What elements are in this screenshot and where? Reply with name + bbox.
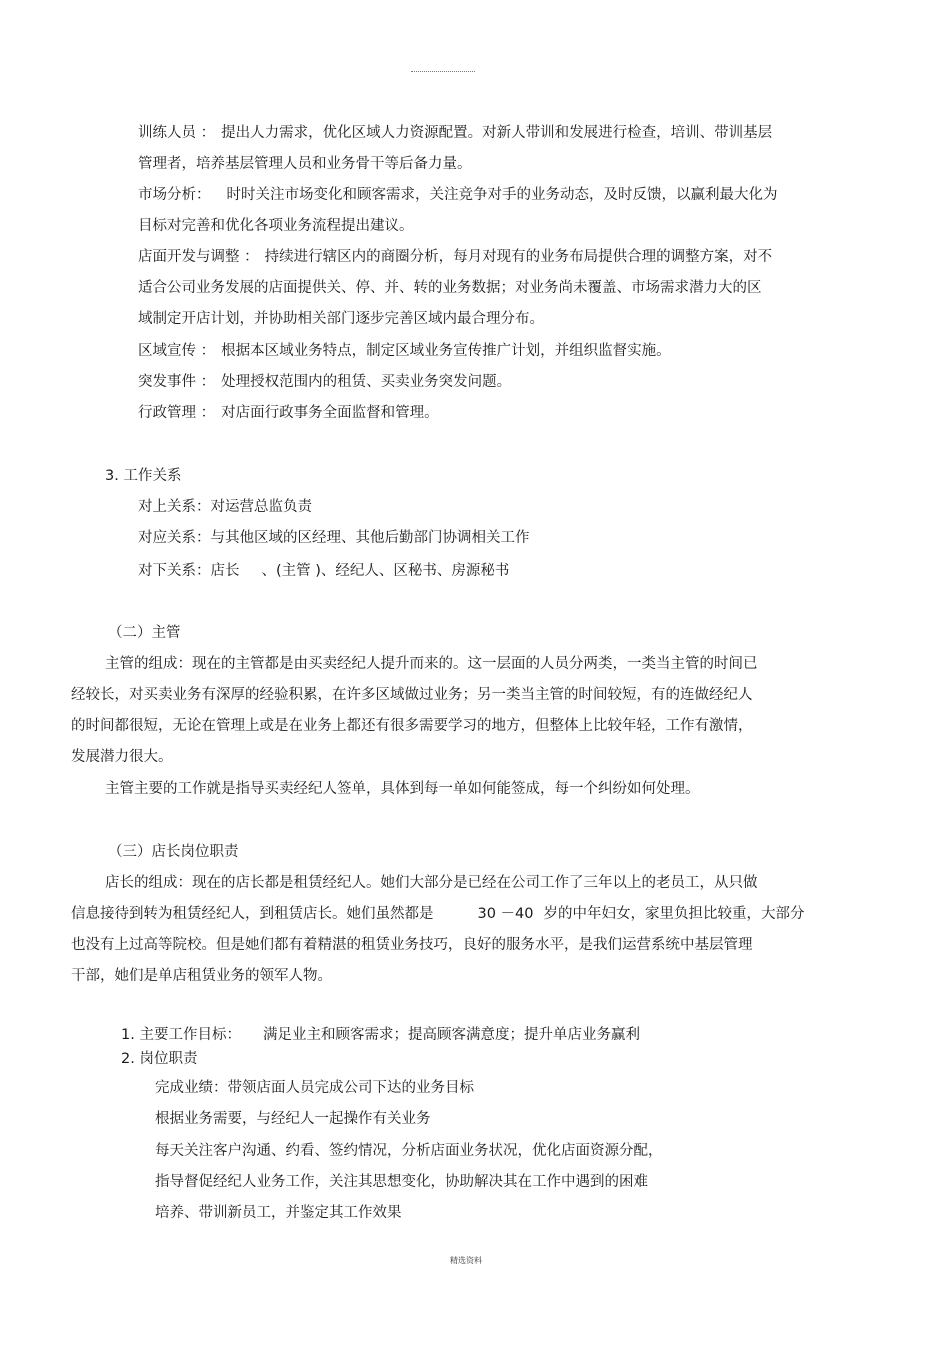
promo-label: 区域宣传 ： <box>138 343 216 359</box>
store-dev-line-2: 适合公司业务发展的店面提供关、停、并、转的业务数据；对业务尚未覆盖、市场需求潜力大的区 <box>138 280 762 296</box>
store-manager-heading: （三）店长岗位职责 <box>108 844 239 860</box>
relations-heading: 3. 工作关系 <box>105 468 182 484</box>
market-label: 市场分析： <box>138 187 211 203</box>
market-text-1: 时时关注市场变化和顾客需求，关注竞争对手的业务动态，及时反馈，以赢利最大化为 <box>226 187 778 203</box>
incident-label: 突发事件 ： <box>138 374 216 390</box>
duty-item: 根据业务需要，与经纪人一起操作有关业务 <box>155 1111 431 1127</box>
admin-line <box>138 403 439 423</box>
duty-heading: 2. 岗位职责 <box>121 1051 198 1067</box>
market-line-2: 目标对完善和优化各项业务流程提出建议。 <box>138 218 414 234</box>
duty-item: 每天关注客户沟通、约看、签约情况，分析店面业务状况，优化店面资源分配， <box>155 1143 663 1159</box>
store-manager-p1-line-2c: 岁的中年妇女，家里负担比较重，大部分 <box>543 906 805 922</box>
admin-text: 对店面行政事务全面监督和管理。 <box>221 405 439 421</box>
relations-lower-a: 对下关系：店长 <box>138 563 240 579</box>
relations-upper: 对上关系：对运营总监负责 <box>138 499 312 515</box>
duty-item: 指导督促经纪人业务工作，关注其思想变化，协助解决其在工作中遇到的困难 <box>155 1174 648 1190</box>
page-footer: 精选资料 <box>450 1256 482 1265</box>
supervisor-p1-line-4: 发展潜力很大。 <box>71 749 173 765</box>
promo-line <box>138 341 671 361</box>
incident-line <box>138 372 511 392</box>
header-rule <box>411 71 475 72</box>
relations-peer: 对应关系：与其他区域的区经理、其他后勤部门协调相关工作 <box>138 530 530 546</box>
goal-line <box>121 1025 640 1045</box>
store-manager-p1-line-2 <box>71 904 805 924</box>
supervisor-p2: 主管主要的工作就是指导买卖经纪人签单，具体到每一单如何能签成，每一个纠纷如何处理。 <box>105 781 700 797</box>
goal-label: 1. 主要工作目标： <box>121 1027 241 1043</box>
supervisor-p1-line-1: 主管的组成：现在的主管都是由买卖经纪人提升而来的。这一层面的人员分两类，一类当主管的时间已 <box>105 656 758 672</box>
admin-label: 行政管理 ： <box>138 405 216 421</box>
market-line-1 <box>138 185 778 205</box>
supervisor-p1-line-2: 经较长，对买卖业务有深厚的经验积累，在许多区域做过业务；另一类当主管的时间较短，有的连做经纪人 <box>71 687 753 703</box>
store-dev-text-1: 持续进行辖区内的商圈分析，每月对现有的业务布局提供合理的调整方案，对不 <box>264 249 773 265</box>
relations-lower <box>138 561 509 581</box>
promo-text: 根据本区域业务特点，制定区域业务宣传推广计划，并组织监督实施。 <box>221 343 671 359</box>
incident-text: 处理授权范围内的租赁、买卖业务突发问题。 <box>221 374 512 390</box>
store-manager-p1-line-3: 也没有上过高等院校。但是她们都有着精湛的租赁业务技巧，良好的服务水平，是我们运营系统中基层管理 <box>71 937 753 953</box>
relations-lower-b: 、(主管 )、经纪人、区秘书、房源秘书 <box>261 563 510 579</box>
store-dev-line-1 <box>138 247 772 267</box>
store-manager-p1-line-1: 店长的组成：现在的店长都是租赁经纪人。她们大部分是已经在公司工作了三年以上的老员工，从只做 <box>105 875 758 891</box>
store-dev-label: 店面开发与调整 ： <box>138 249 259 265</box>
duty-item: 培养、带训新员工，并鉴定其工作效果 <box>155 1205 402 1221</box>
age-range: 30 －40 <box>477 906 534 922</box>
store-manager-p1-line-2a: 信息接待到转为租赁经纪人，到租赁店长。她们虽然都是 <box>71 906 434 922</box>
supervisor-heading: （二）主管 <box>108 625 181 641</box>
store-manager-p1-line-4: 干部，她们是单店租赁业务的领军人物。 <box>71 968 332 984</box>
training-line-1 <box>138 123 772 143</box>
goal-text: 满足业主和顾客需求；提高顾客满意度；提升单店业务赢利 <box>262 1027 640 1043</box>
supervisor-p1-line-3: 的时间都很短，无论在管理上或是在业务上都还有很多需要学习的地方，但整体上比较年轻，工作有激情， <box>71 718 753 734</box>
store-dev-line-3: 域制定开店计划，并协助相关部门逐步完善区域内最合理分布。 <box>138 311 544 327</box>
training-label: 训练人员 ： <box>138 125 216 141</box>
duty-item: 完成业绩：带领店面人员完成公司下达的业务目标 <box>155 1080 474 1096</box>
training-line-2: 管理者，培养基层管理人员和业务骨干等后备力量。 <box>138 156 472 172</box>
training-text-1: 提出人力需求，优化区域人力资源配置。对新人带训和发展进行检查，培训、带训基层 <box>221 125 773 141</box>
